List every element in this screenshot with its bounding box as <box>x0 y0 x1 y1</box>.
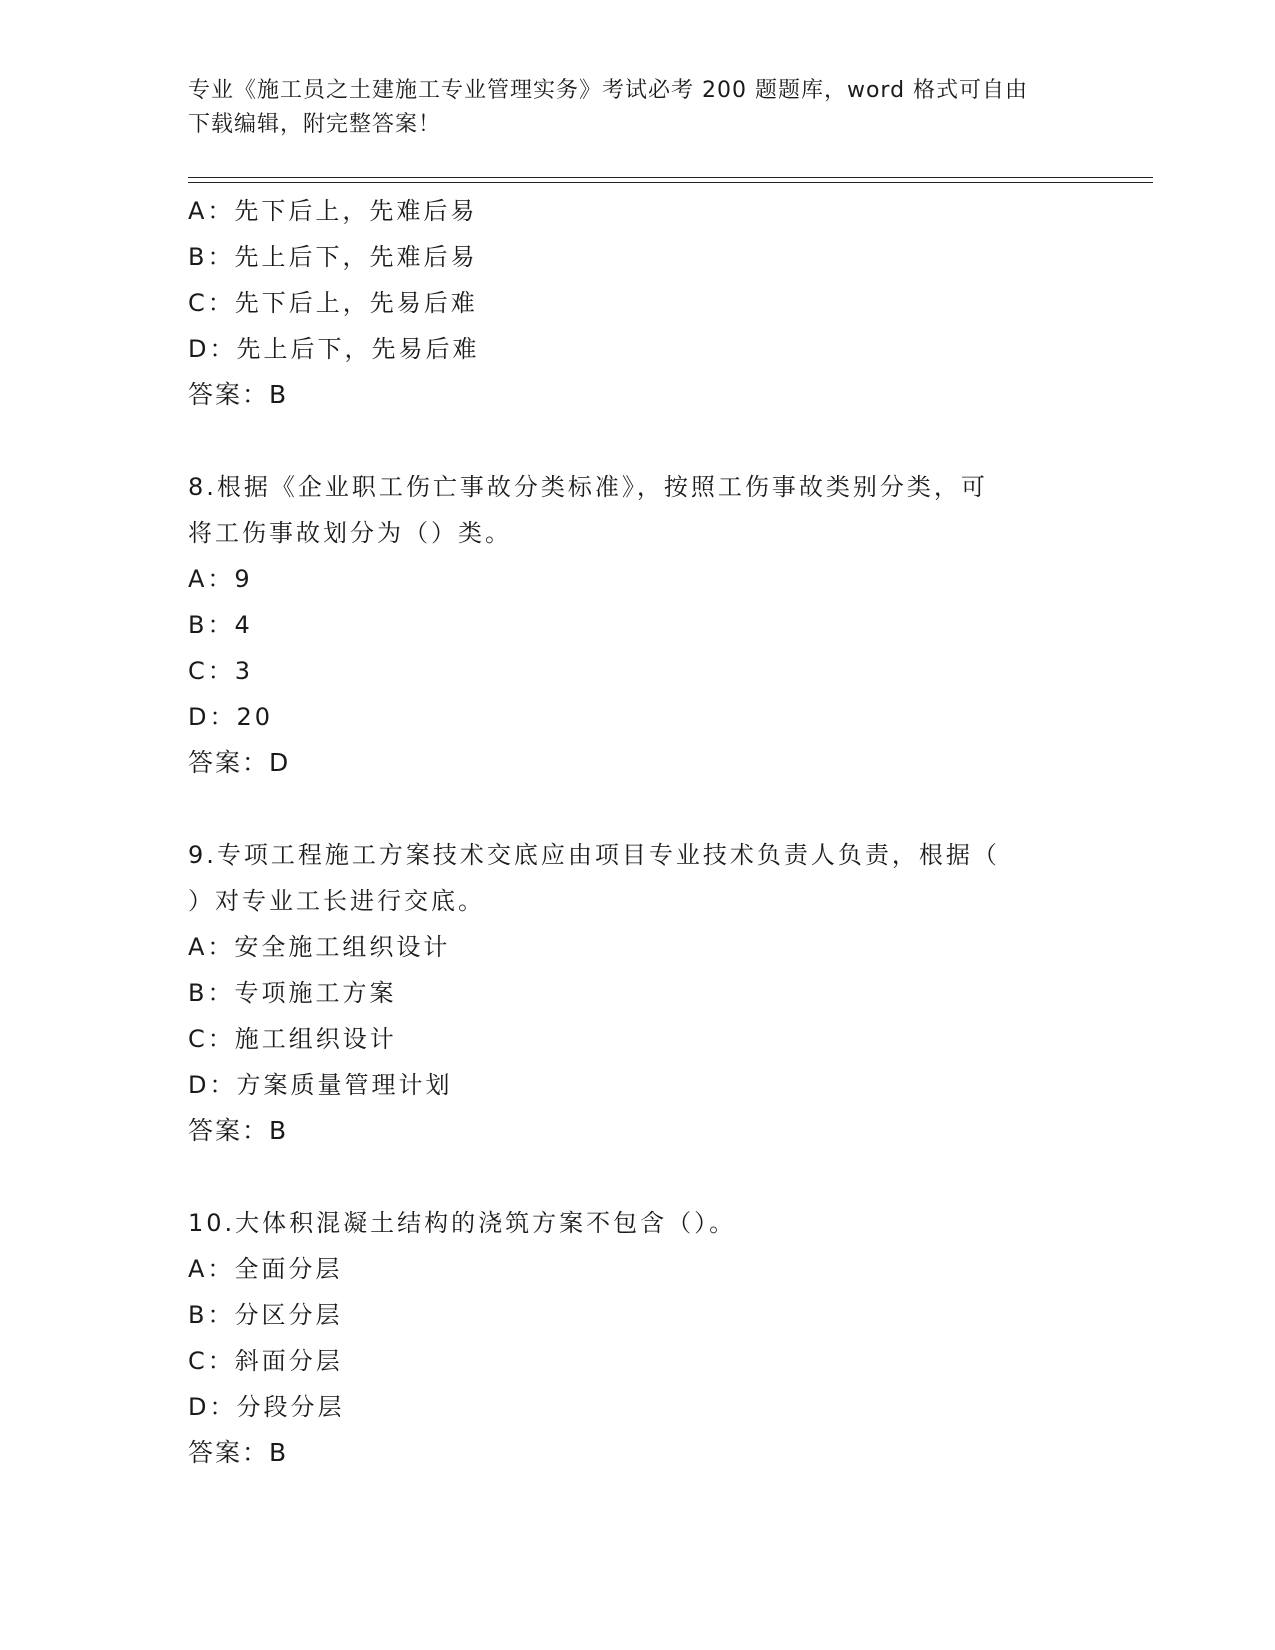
option-c: C：先下后上，先易后难 <box>188 289 478 317</box>
option-d: D：方案质量管理计划 <box>188 1071 453 1099</box>
option-a: A：9 <box>188 565 253 593</box>
answer: 答案：B <box>188 1116 289 1145</box>
document-header <box>188 74 1088 142</box>
option-d: D：先上后下，先易后难 <box>188 335 480 363</box>
question-text-line-2: ）对专业工长进行交底。 <box>188 887 485 915</box>
option-b: B：分区分层 <box>188 1301 343 1329</box>
option-c: C：斜面分层 <box>188 1347 343 1375</box>
question-text-line-2: 将工伤事故划分为（）类。 <box>188 519 512 547</box>
header-line-1: 专业《施工员之土建施工专业管理实务》考试必考 200 题题库，word 格式可自由 <box>188 78 1029 103</box>
spacer <box>188 786 1088 832</box>
option-a: A：安全施工组织设计 <box>188 933 451 961</box>
answer: 答案：B <box>188 1438 289 1467</box>
question-9 <box>188 832 1088 1154</box>
spacer <box>188 1154 1088 1200</box>
question-text-line-1: 9.专项工程施工方案技术交底应由项目专业技术负责人负责，根据（ <box>188 841 1000 869</box>
question-8 <box>188 464 1088 786</box>
question-7 <box>188 188 1088 418</box>
question-text-line-1: 8.根据《企业职工伤亡事故分类标准》，按照工伤事故类别分类，可 <box>188 473 988 501</box>
question-list <box>188 188 1088 1476</box>
header-divider-top <box>188 177 1153 178</box>
option-b: B：4 <box>188 611 253 639</box>
header-line-2: 下载编辑，附完整答案！ <box>188 112 442 137</box>
header-divider-bottom <box>188 182 1153 183</box>
option-d: D：20 <box>188 703 274 731</box>
option-b: B：专项施工方案 <box>188 979 397 1007</box>
option-a: A：全面分层 <box>188 1255 343 1283</box>
option-c: C：3 <box>188 657 254 685</box>
spacer <box>188 418 1088 464</box>
question-text-line-1: 10.大体积混凝土结构的浇筑方案不包含（）。 <box>188 1209 737 1237</box>
option-d: D：分段分层 <box>188 1393 345 1421</box>
option-b: B：先上后下，先难后易 <box>188 243 478 271</box>
question-10 <box>188 1200 1088 1476</box>
answer: 答案：B <box>188 380 289 409</box>
option-c: C：施工组织设计 <box>188 1025 397 1053</box>
answer: 答案：D <box>188 748 291 777</box>
option-a: A：先下后上，先难后易 <box>188 197 478 225</box>
